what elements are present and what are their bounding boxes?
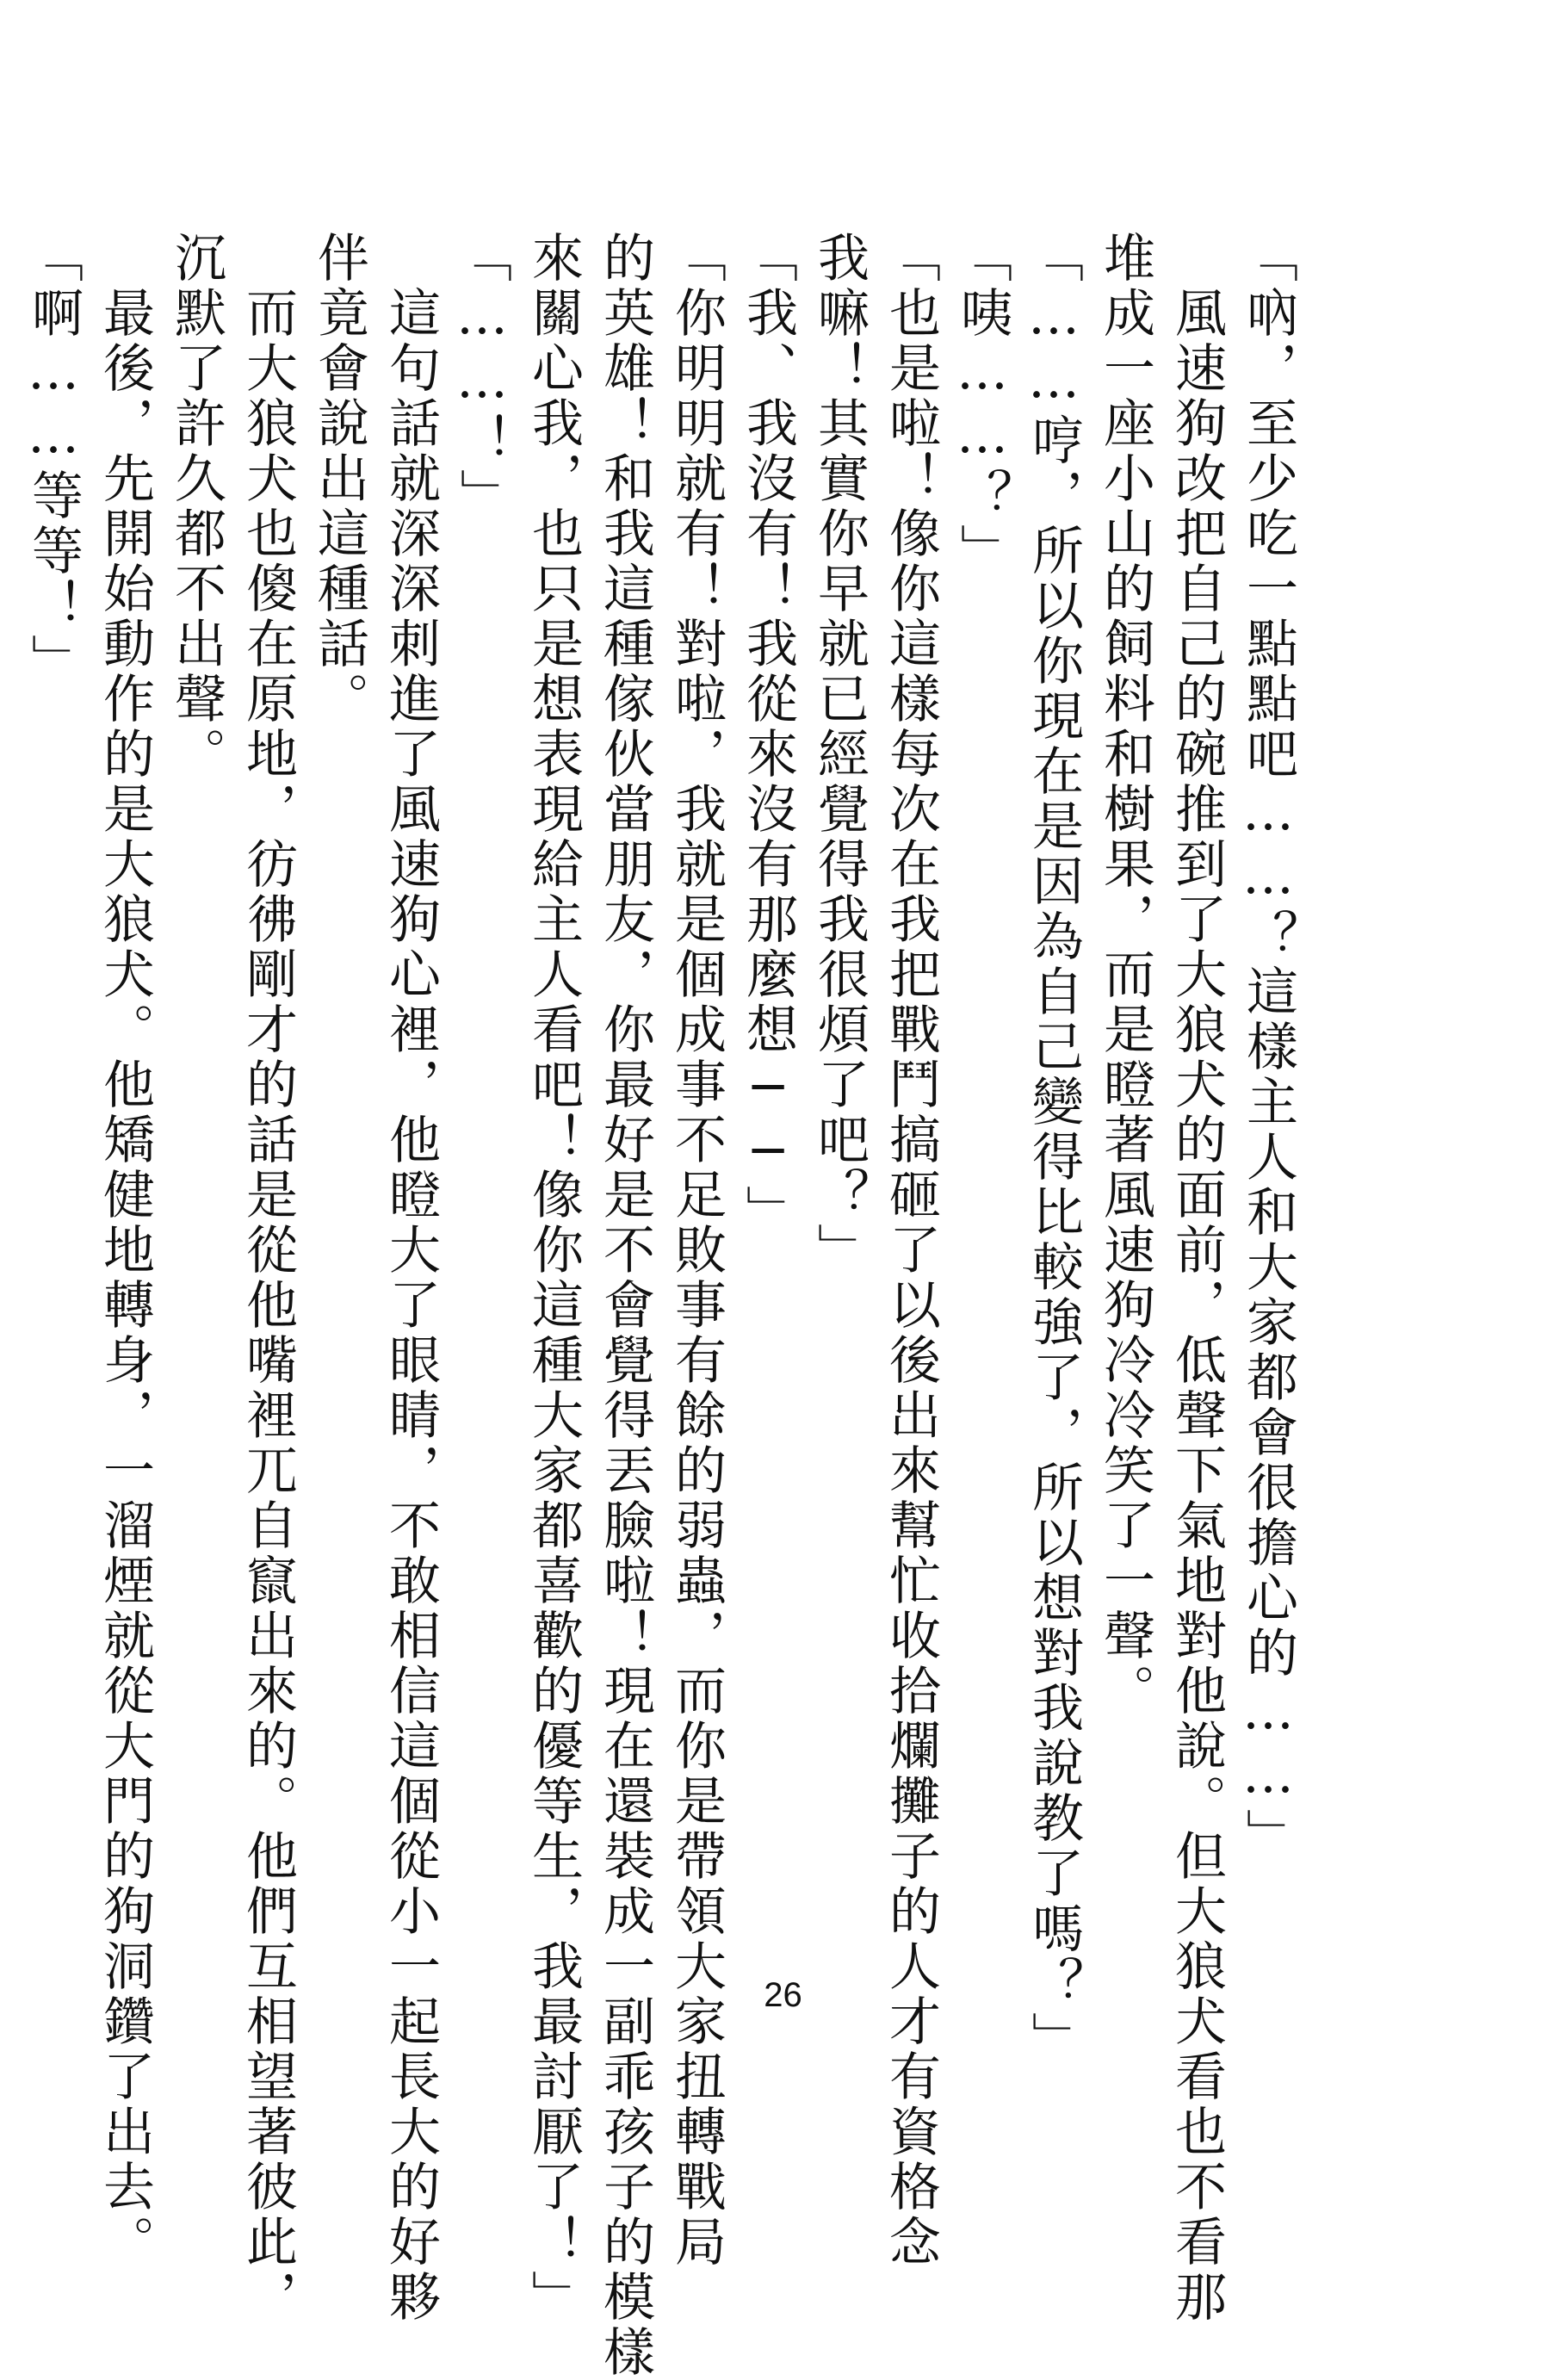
paragraph-line: 這句話就深深刺進了風速狗心裡，他瞪大了眼睛，不敢相信這個從小一起長大的好夥 (381, 231, 441, 2325)
paragraph-line: 的英雄！和我這種傢伙當朋友，你最好是不會覺得丟臉啦！現在還裝成一副乖孩子的模樣 (595, 231, 655, 2380)
paragraph-line: 我嘛！其實你早就已經覺得我很煩了吧？」 (809, 231, 870, 1278)
paragraph-line: 「我、我沒有！我從來沒有那麼想──」 (738, 231, 798, 1240)
paragraph-line: 風速狗改把自己的碗推到了大狼犬的面前，低聲下氣地對他說。但大狼犬看也不看那 (1167, 231, 1227, 2325)
paragraph-line: 「你明明就有！對啦，我就是個成事不足敗事有餘的弱蟲，而你是帶領大家扭轉戰局 (666, 231, 727, 2270)
paragraph-line: 堆成一座小山的飼料和樹果，而是瞪著風速狗冷冷笑了一聲。 (1095, 231, 1155, 1719)
paragraph-line: 「也是啦！像你這樣每次在我把戰鬥搞砸了以後出來幫忙收拾爛攤子的人才有資格念 (881, 231, 941, 2270)
paragraph-line: 來關心我，也只是想表現給主人看吧！像你這種大家都喜歡的優等生，我最討厭了！」 (523, 231, 584, 2325)
paragraph-line: 而大狼犬也傻在原地，彷彿剛才的話是從他嘴裡兀自竄出來的。他們互相望著彼此， (238, 231, 298, 2325)
paragraph-line: 最後，先開始動作的是大狼犬。他矯健地轉身，一溜煙就從大門的狗洞鑽了出去。 (95, 231, 155, 2270)
paragraph-line: 「……！」 (452, 231, 512, 524)
paragraph-line: 「吶，至少吃一點點吧……？這樣主人和大家都會很擔心的……」 (1238, 231, 1298, 1863)
paragraph-line: 沉默了許久都不出聲。 (166, 231, 226, 782)
paragraph-line: 伴竟會說出這種話。 (309, 231, 369, 727)
paragraph-line: 「咦……？」 (952, 231, 1012, 579)
paragraph-line: 「啊……等等！」 (23, 231, 84, 689)
paragraph-line: 「……哼，所以你現在是因為自己變得比較強了，所以想對我說教了嗎？」 (1024, 231, 1084, 2067)
page-number: 26 (764, 1976, 802, 2014)
